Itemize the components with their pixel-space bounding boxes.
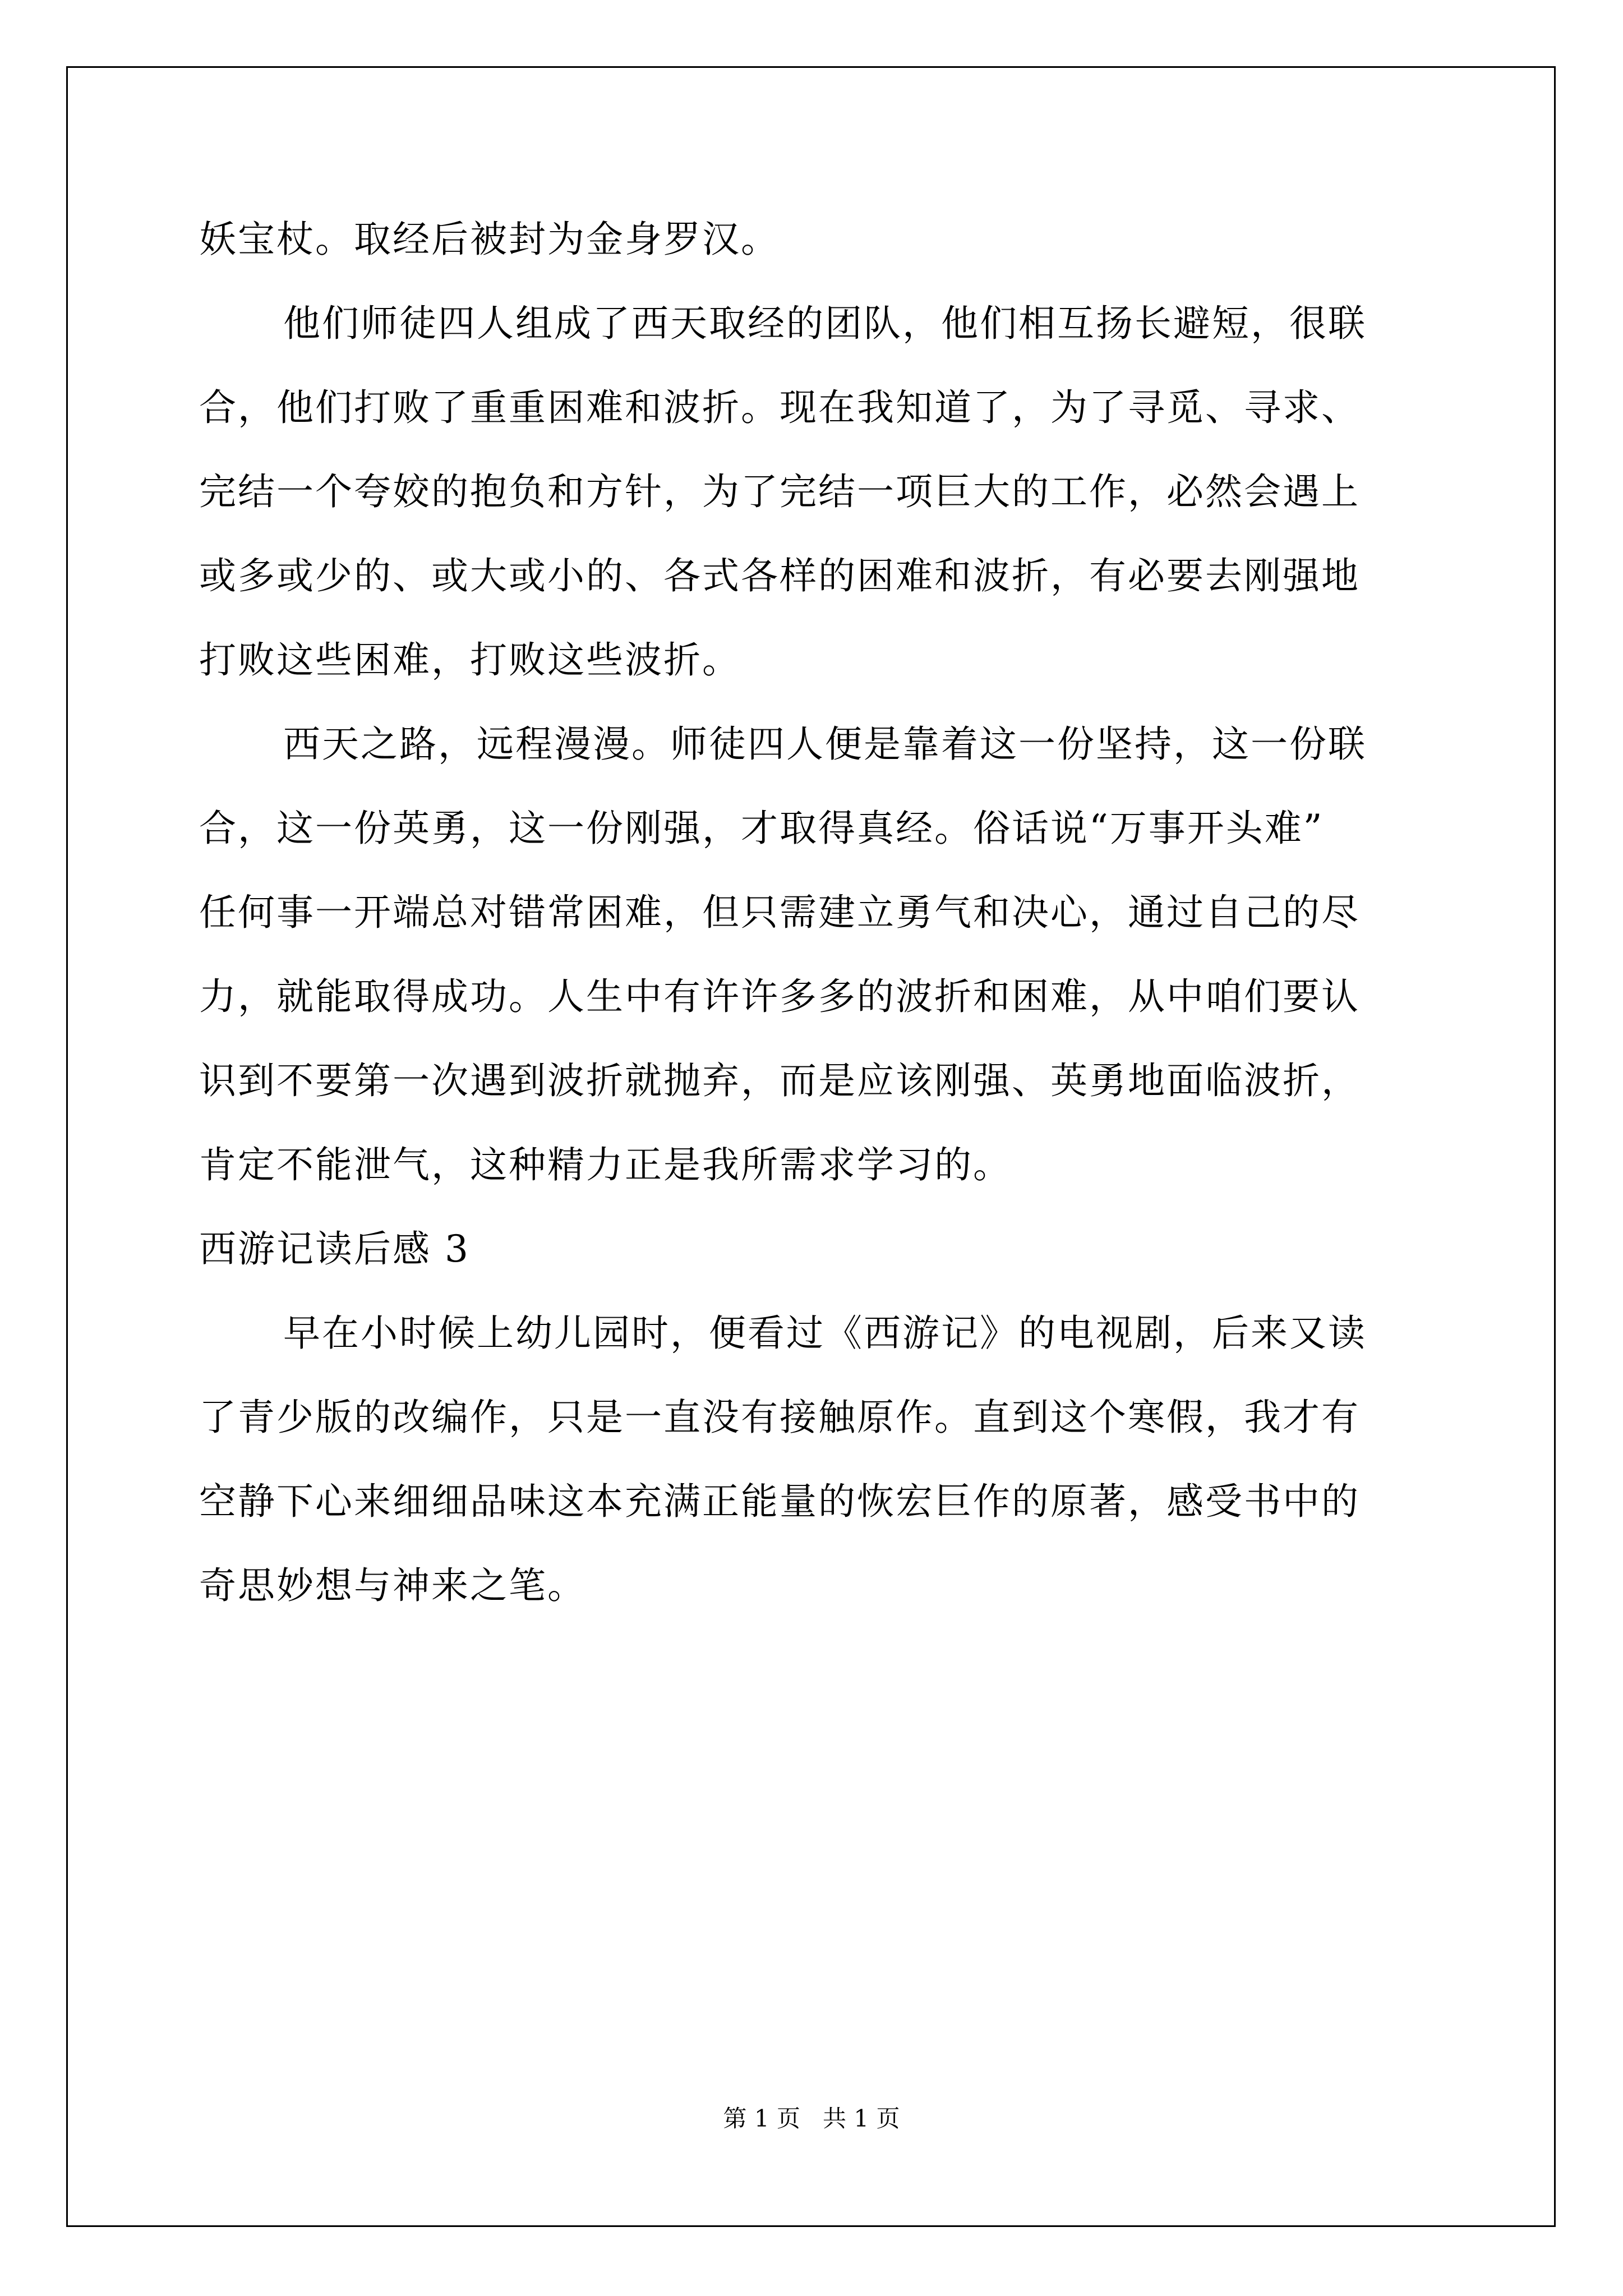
paragraph-1-line-5: 打败这些困难，打败这些波折。 — [199, 638, 741, 682]
paragraph-2-line-5: 识到不要第一次遇到波折就抛弃，而是应该刚强、英勇地面临波折， — [199, 1059, 1360, 1102]
paragraph-3-line-3: 空静下心来细细品味这本充满正能量的恢宏巨作的原著，感受书中的 — [199, 1480, 1360, 1523]
paragraph-3-line-2: 了青少版的改编作，只是一直没有接触原作。直到这个寒假，我才有 — [199, 1396, 1360, 1439]
paragraph-3-line-4: 奇思妙想与神来之笔。 — [199, 1564, 586, 1607]
paragraph-2-line-2: 合，这一份英勇，这一份刚强，才取得真经。俗话说“万事开头难” — [199, 807, 1324, 850]
paragraph-2-line-3: 任何事一开端总对错常困难，但只需建立勇气和决心，通过自己的尽 — [199, 891, 1360, 934]
paragraph-1-line-3: 完结一个夸姣的抱负和方针，为了完结一项巨大的工作，必然会遇上 — [199, 470, 1360, 513]
body-line-1: 妖宝杖。取经后被封为金身罗汉。 — [199, 218, 780, 261]
paragraph-2-line-4: 力，就能取得成功。人生中有许许多多的波折和困难，从中咱们要认 — [199, 975, 1360, 1018]
paragraph-2-line-1: 西天之路，远程漫漫。师徒四人便是靠着这一份坚持，这一份联 — [283, 723, 1367, 766]
paragraph-2-line-6: 肯定不能泄气，这种精力正是我所需求学习的。 — [199, 1143, 1012, 1186]
paragraph-1-line-1: 他们师徒四人组成了西天取经的团队，他们相互扬长避短，很联 — [283, 302, 1367, 345]
paragraph-3-line-1: 早在小时候上幼儿园时，便看过《西游记》的电视剧，后来又读 — [283, 1312, 1367, 1355]
page-footer: 第 1 页 共 1 页 — [723, 2105, 900, 2132]
paragraph-1-line-4: 或多或少的、或大或小的、各式各样的困难和波折，有必要去刚强地 — [199, 554, 1360, 597]
section-heading: 西游记读后感 3 — [199, 1227, 470, 1271]
paragraph-1-line-2: 合，他们打败了重重困难和波折。现在我知道了，为了寻觅、寻求、 — [199, 386, 1360, 429]
